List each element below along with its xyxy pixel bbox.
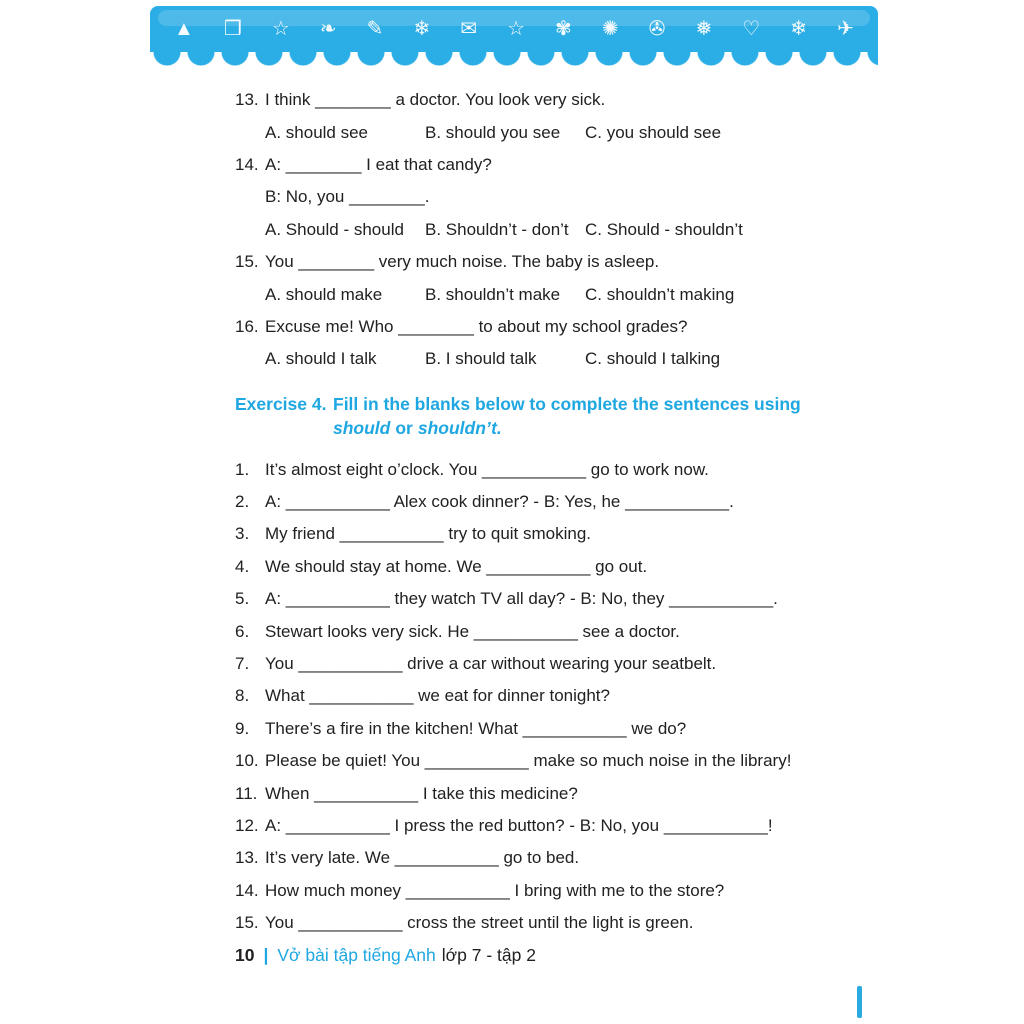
option-a: A. Should - should xyxy=(265,219,404,239)
item-text: You ___________ cross the street until the light is green. xyxy=(265,913,694,933)
item-number: 12. xyxy=(235,816,259,835)
question-text: I think ________ a doctor. You look very sick. xyxy=(265,90,606,110)
footer-separator: | xyxy=(263,944,269,965)
page-content xyxy=(235,84,895,939)
fill-blank-item xyxy=(235,810,895,842)
eiffel-tower-icon: ▲ xyxy=(174,18,194,40)
envelope-icon: ✉ xyxy=(460,18,478,40)
option-b: B. I should talk xyxy=(425,349,537,369)
snowflake-icon: ❅ xyxy=(695,18,713,40)
fill-blank-item xyxy=(235,486,895,518)
item-text: My friend ___________ try to quit smoking. xyxy=(265,524,592,544)
lightbulb-icon: ✺ xyxy=(601,18,619,40)
item-text: When ___________ I take this medicine? xyxy=(265,783,578,803)
mc-question xyxy=(235,149,895,246)
item-number: 11. xyxy=(235,783,258,803)
option-c: C. Should - shouldn’t xyxy=(585,219,743,239)
heart-key-icon: ♡ xyxy=(742,18,761,40)
question-line xyxy=(235,311,895,343)
question-line xyxy=(235,246,895,278)
item-text: A: ___________ I press the red button? - B: No, you ___________! xyxy=(265,816,773,835)
fill-blank-item xyxy=(235,648,895,680)
bow-icon: ✾ xyxy=(555,18,572,40)
book-edge-mark xyxy=(857,986,862,1018)
item-text: There’s a fire in the kitchen! What ___________ we do? xyxy=(265,718,687,738)
decorative-header-band xyxy=(150,6,878,52)
paper-plane-icon: ✈ xyxy=(837,18,854,40)
star-icon: ☆ xyxy=(271,18,290,40)
item-text: A: ___________ Alex cook dinner? - B: Yes, he ___________. xyxy=(265,492,734,512)
pencil-icon: ✎ xyxy=(366,18,384,40)
snowflake-icon: ❄ xyxy=(790,18,808,40)
option-a: A. should make xyxy=(265,284,383,304)
option-a: A. should I talk xyxy=(265,349,377,369)
question-text: A: ________ I eat that candy? xyxy=(265,154,492,174)
question-text-2: B: No, you ________. xyxy=(265,187,430,207)
item-number: 4. xyxy=(235,556,250,576)
item-number: 2. xyxy=(235,492,250,512)
item-number: 8. xyxy=(235,686,250,706)
option-b: B. shouldn’t make xyxy=(425,284,561,304)
item-number: 6. xyxy=(235,621,250,641)
fill-blank-item xyxy=(235,583,895,615)
options-row xyxy=(235,214,895,246)
item-number: 15. xyxy=(235,913,259,933)
option-a: A. should see xyxy=(265,122,369,142)
question-number: 16. xyxy=(235,316,259,336)
option-c: C. you should see xyxy=(585,122,722,142)
mc-question xyxy=(235,84,895,149)
exercise-title xyxy=(333,392,801,440)
book-subtitle: lớp 7 - tập 2 xyxy=(441,944,536,965)
exercise-label: Exercise 4. xyxy=(235,393,327,414)
fill-blank-section xyxy=(235,454,895,940)
question-number: 14. xyxy=(235,154,259,174)
exercise-title-should: should xyxy=(333,417,391,438)
item-text: We should stay at home. We ___________ go out. xyxy=(265,556,648,576)
fill-blank-item xyxy=(235,842,895,874)
options-row xyxy=(235,343,895,375)
question-number: 15. xyxy=(235,252,259,272)
fill-blank-item xyxy=(235,745,895,777)
item-text: Please be quiet! You ___________ make so much noise in the library! xyxy=(265,751,792,771)
exercise-title-shouldnt: shouldn’t. xyxy=(417,417,502,438)
multiple-choice-section xyxy=(235,84,895,376)
item-text: How much money ___________ I bring with me to the store? xyxy=(265,880,725,900)
star-icon: ☆ xyxy=(507,18,525,40)
fill-blank-item xyxy=(235,454,895,486)
item-number: 1. xyxy=(235,459,250,479)
fill-blank-item xyxy=(235,713,895,745)
paperclip-icon: ✇ xyxy=(648,18,666,40)
option-c: C. shouldn’t making xyxy=(585,284,735,304)
leaf-icon: ❧ xyxy=(319,18,337,40)
fill-blank-item xyxy=(235,615,895,647)
item-number: 13. xyxy=(235,848,259,868)
options-row xyxy=(235,278,895,310)
question-text: Excuse me! Who ________ to about my school grades? xyxy=(265,316,688,336)
item-number: 5. xyxy=(235,589,250,609)
fill-blank-item xyxy=(235,777,895,809)
fill-blank-item xyxy=(235,907,895,939)
item-text: You ___________ drive a car without wearing your seatbelt. xyxy=(265,654,717,674)
exercise-title-or: or xyxy=(395,417,413,438)
car-icon: ❒ xyxy=(223,18,242,40)
exercise-title-line1: Fill in the blanks below to complete the sentences using xyxy=(333,393,801,414)
option-b: B. Shouldn’t - don’t xyxy=(425,219,569,239)
question-line xyxy=(235,84,895,116)
question-line-2 xyxy=(235,181,895,213)
item-number: 9. xyxy=(235,718,250,738)
item-number: 14. xyxy=(235,880,259,900)
item-text: A: ___________ they watch TV all day? - B: No, they ___________. xyxy=(265,589,778,609)
option-b: B. should you see xyxy=(425,122,561,142)
question-text: You ________ very much noise. The baby is asleep. xyxy=(265,252,660,272)
question-number: 13. xyxy=(235,90,259,110)
item-text: What ___________ we eat for dinner tonight? xyxy=(265,686,610,706)
snowflake-icon: ❄ xyxy=(413,18,431,40)
fill-blank-item xyxy=(235,551,895,583)
option-c: C. should I talking xyxy=(585,349,721,369)
item-number: 10. xyxy=(235,751,259,771)
item-number: 7. xyxy=(235,654,250,674)
exercise-heading xyxy=(235,392,895,440)
page-footer xyxy=(235,938,536,972)
question-line xyxy=(235,149,895,181)
fill-blank-item xyxy=(235,875,895,907)
item-number: 3. xyxy=(235,524,250,544)
book-title: Vở bài tập tiếng Anh xyxy=(277,944,436,965)
page-number: 10 xyxy=(235,944,255,965)
item-text: Stewart looks very sick. He ___________ see a doctor. xyxy=(265,621,680,641)
options-row xyxy=(235,116,895,148)
mc-question xyxy=(235,311,895,376)
item-text: It’s very late. We ___________ go to bed. xyxy=(265,848,580,868)
fill-blank-item xyxy=(235,518,895,550)
fill-blank-item xyxy=(235,680,895,712)
mc-question xyxy=(235,246,895,311)
item-text: It’s almost eight o’clock. You ___________ go to work now. xyxy=(265,459,709,479)
